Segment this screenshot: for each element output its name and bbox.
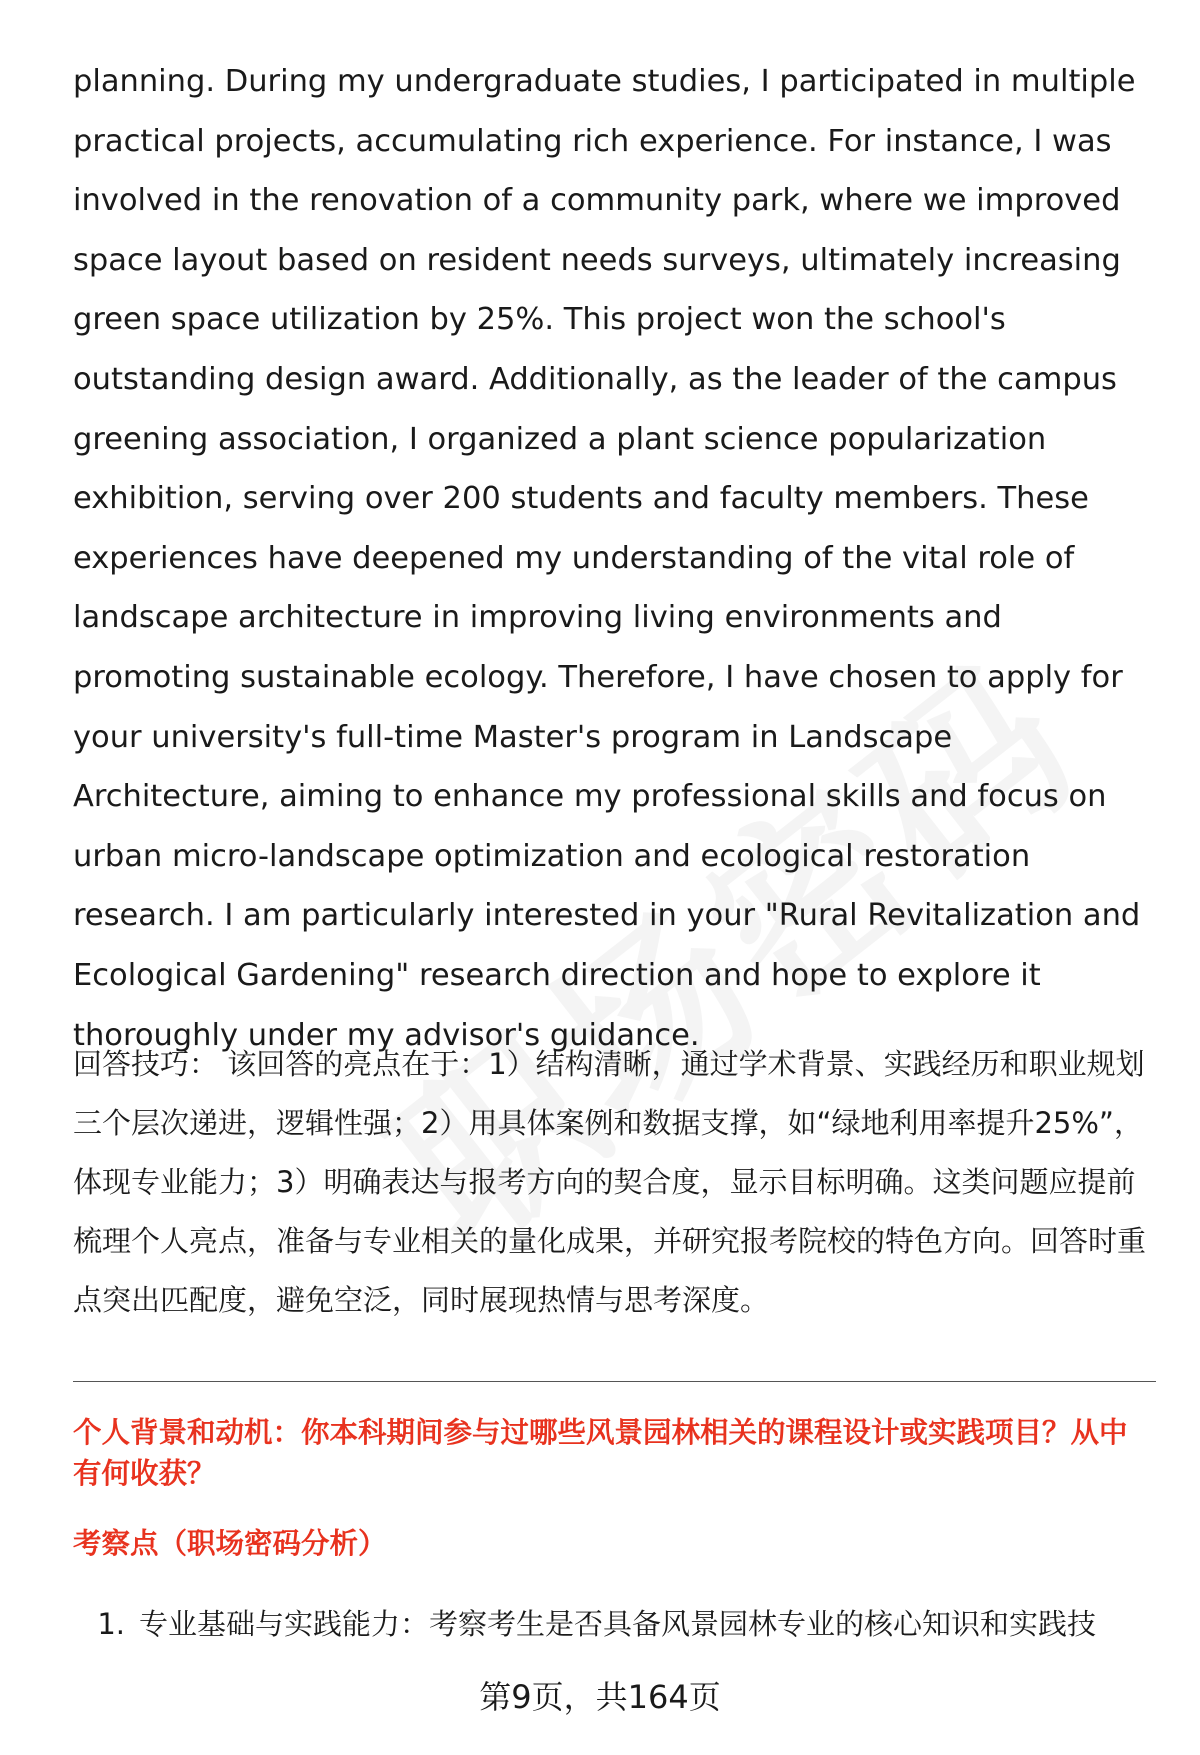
answer-tips: 回答技巧： 该回答的亮点在于：1）结构清晰，通过学术背景、实践经历和职业规划三个层次递进，逻辑性强；2）用具体案例和数据支撑，如“绿地利用率提升25%”，体现专业能力；3）明确表达与报考方向的契合度，显示目标明确。这类问题应提前梳理个人亮点，准备与专业相关的量化成果，并研究报考院校的特色方向。回答时重点突出匹配度，避免空泛，同时展现热情与思考深度。 — [73, 1047, 1147, 1317]
assessment-points-list — [73, 1604, 1153, 1644]
question-heading: 个人背景和动机：你本科期间参与过哪些风景园林相关的课程设计或实践项目？从中有何收获？ — [73, 1416, 1128, 1490]
list-item-number: 1. — [97, 1607, 125, 1641]
list-item — [73, 1604, 1153, 1644]
assessment-points-heading: 考察点（职场密码分析） — [73, 1527, 387, 1560]
answer-paragraph-block — [73, 52, 1153, 1065]
answer-tips-block — [73, 1035, 1153, 1330]
page-number: 第9页，共164页 — [479, 1678, 721, 1716]
list-item-text: 专业基础与实践能力：考察考生是否具备风景园林专业的核心知识和实践技 — [139, 1607, 1097, 1641]
section-divider — [73, 1381, 1156, 1382]
answer-paragraph: planning. During my undergraduate studies, I participated in multiple practical projects, accumulating rich experience. For instance, I was involved in the renovation of a community park, where we improved space layout based on resident needs surveys, ultimately increasing green space utilization by 25%. This project won the school's outstanding design award. Additionally, as the leader of the campus greening association, I organized a plant science popularization exhibition, serving over 200 students and faculty members. These experiences have deepened my understanding of the vital role of landscape architecture in improving living environments and promoting sustainable ecology. Therefore, I have chosen to apply for your university's full-time Master's program in Landscape Architecture, aiming to enhance my professional skills and focus on urban micro-landscape optimization and ecological restoration research. I am particularly interested in your "Rural Revitalization and Ecological Gardening" research direction and hope to explore it thoroughly under my advisor's guidance. — [73, 64, 1141, 1053]
